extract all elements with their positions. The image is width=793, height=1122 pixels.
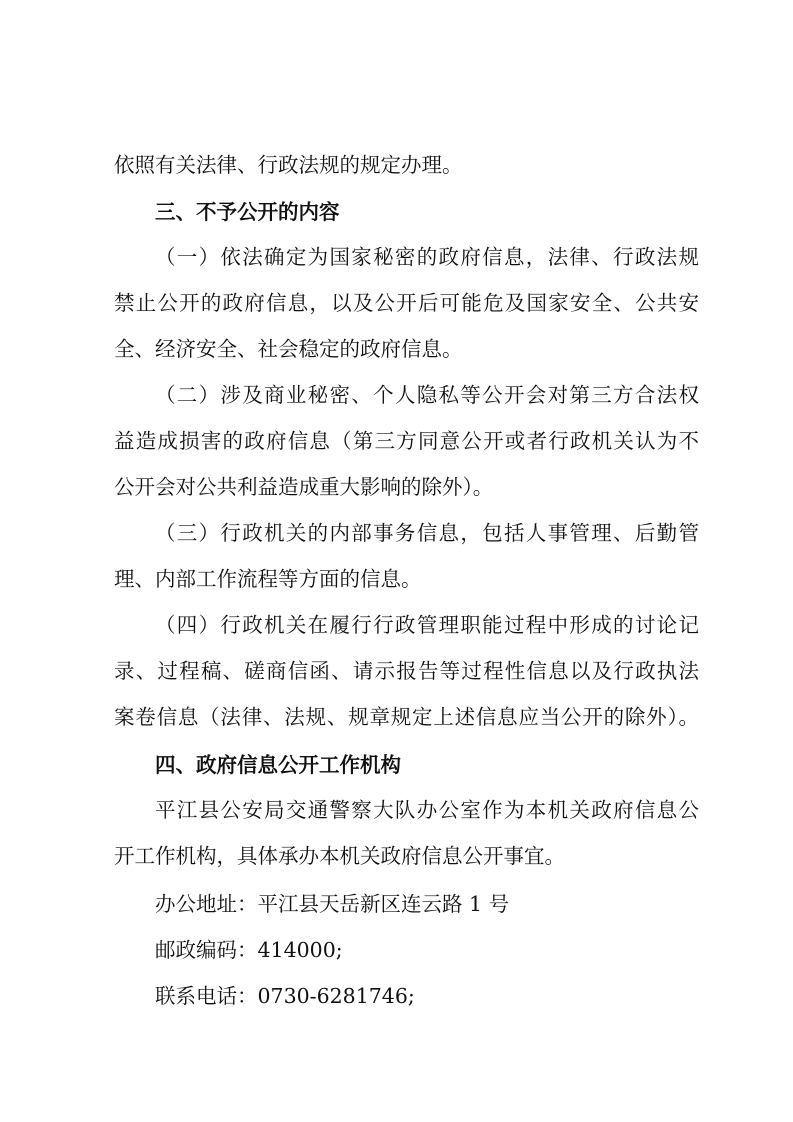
section-heading: 三、不予公开的内容 [155,200,340,224]
paragraph-line: 依照有关法律、行政法规的规定办理。 [114,153,463,177]
paragraph-line: （一）依法确定为国家秘密的政府信息，法律、行政法规 [155,245,699,269]
paragraph-line: 公开会对公共利益造成重大影响的除外）。 [114,475,494,499]
paragraph-line: （二）涉及商业秘密、个人隐私等公开会对第三方合法权 [155,383,699,407]
contact-phone: 联系电话：0730-6281746; [155,984,415,1008]
paragraph-line: （三）行政机关的内部事务信息，包括人事管理、后勤管 [155,521,699,545]
paragraph-line: 案卷信息（法律、法规、规章规定上述信息应当公开的除外）。 [114,705,699,729]
paragraph-line: 录、过程稿、磋商信函、请示报告等过程性信息以及行政执法 [114,659,699,683]
section-heading: 四、政府信息公开工作机构 [155,753,401,777]
paragraph-line: 理、内部工作流程等方面的信息。 [114,567,422,591]
office-address: 办公地址：平江县天岳新区连云路 1 号 [155,892,510,916]
paragraph-line: 开工作机构，具体承办本机关政府信息公开事宜。 [114,844,565,868]
paragraph-line: 全、经济安全、社会稳定的政府信息。 [114,337,463,361]
paragraph-line: （四）行政机关在履行行政管理职能过程中形成的讨论记 [155,613,699,637]
paragraph-line: 平江县公安局交通警察大队办公室作为本机关政府信息公 [155,798,699,822]
paragraph-line: 禁止公开的政府信息，以及公开后可能危及国家安全、公共安 [114,291,699,315]
paragraph-line: 益造成损害的政府信息（第三方同意公开或者行政机关认为不 [114,429,699,453]
postal-code: 邮政编码：414000; [155,938,343,962]
